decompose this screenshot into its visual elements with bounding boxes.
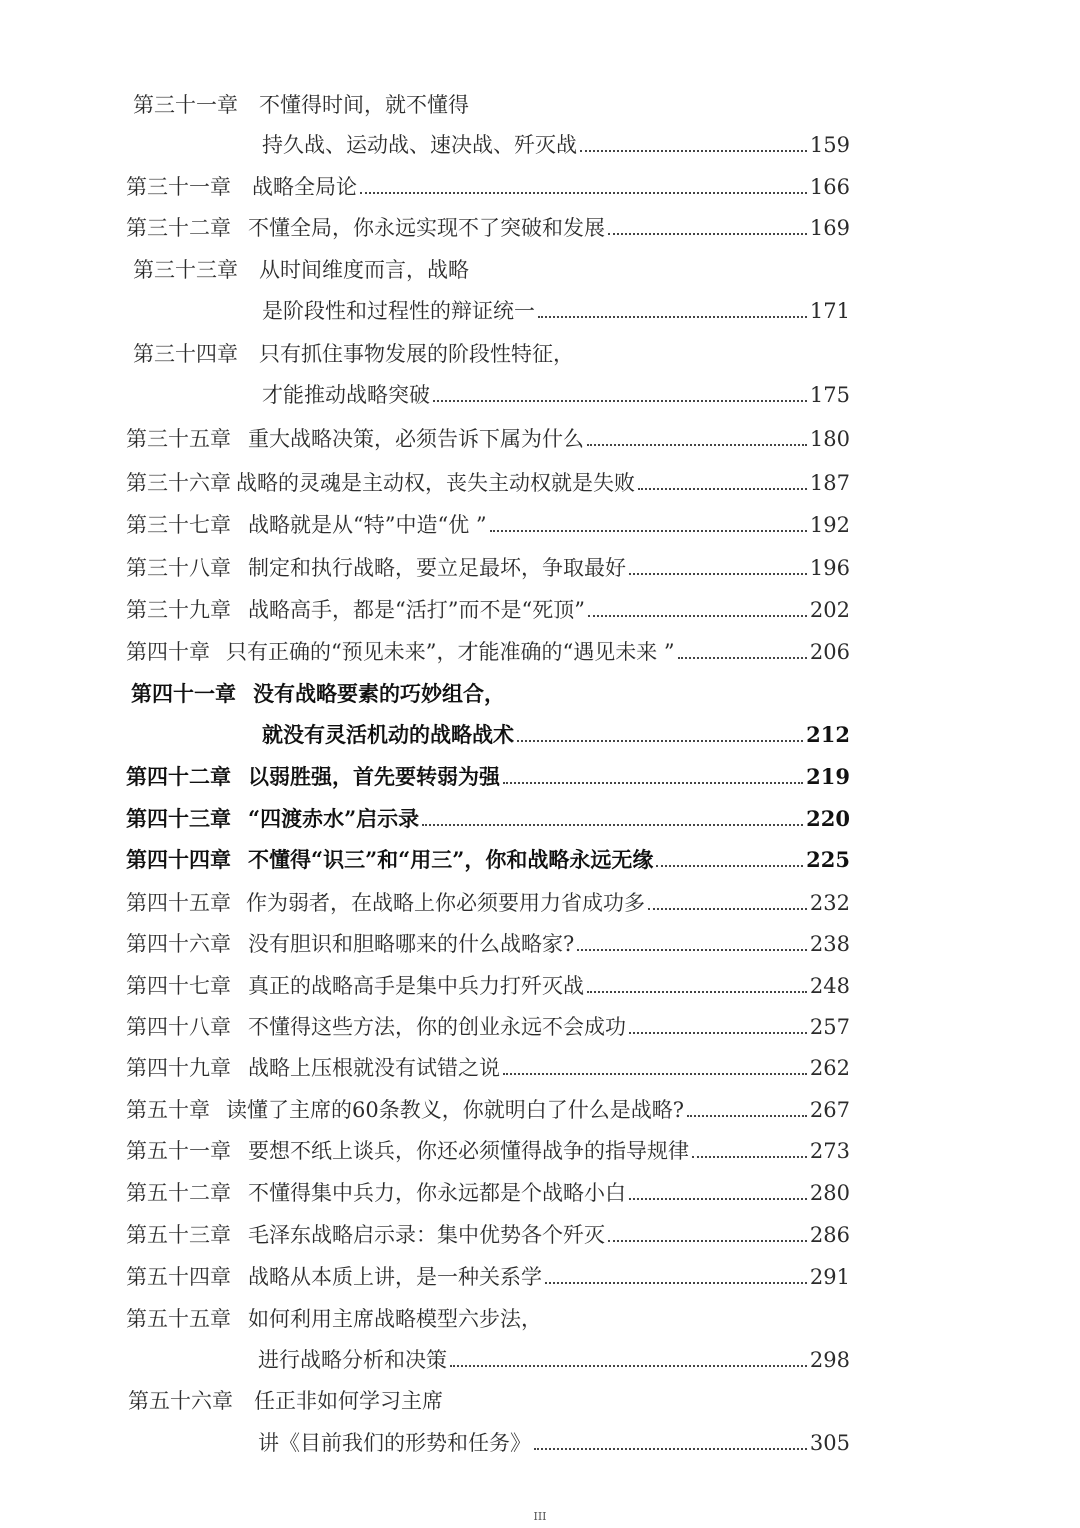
dot-leader: [587, 990, 807, 993]
dot-leader: [422, 823, 803, 826]
toc-chapter-number: 第五十章: [126, 1098, 210, 1122]
toc-chapter-title: 不懂得“识三”和“用三”，你和战略永远无缘: [248, 847, 654, 872]
dot-leader: [503, 1072, 807, 1075]
dot-leader: [648, 907, 807, 910]
toc-chapter-title: 进行战略分析和决策: [258, 1348, 447, 1372]
toc-chapter-number: 第三十五章: [126, 427, 231, 451]
toc-page-number: 291: [809, 1265, 850, 1289]
toc-chapter-number: 第四十五章: [126, 891, 231, 915]
toc-chapter-number: 第五十六章: [128, 1389, 233, 1413]
toc-chapter-number: 第三十八章: [126, 556, 231, 580]
toc-chapter-number: 第五十一章: [126, 1139, 231, 1163]
toc-entry: [126, 1051, 850, 1085]
toc-entry: [262, 378, 850, 412]
dot-leader: [692, 1155, 807, 1158]
toc-entry: [126, 1176, 850, 1210]
toc-entry: [126, 1302, 542, 1336]
dot-leader: [433, 399, 807, 402]
toc-page-number: 248: [809, 974, 850, 998]
toc-chapter-title: 战略全局论: [252, 175, 357, 199]
toc-chapter-number: 第四十七章: [126, 974, 231, 998]
toc-page-number: 298: [809, 1348, 850, 1372]
toc-entry: [126, 1134, 850, 1168]
dot-leader: [503, 781, 803, 784]
dot-leader: [360, 191, 807, 194]
toc-chapter-number: 第四十章: [126, 640, 210, 664]
toc-entry: [126, 1260, 850, 1294]
toc-chapter-number: 第三十九章: [126, 598, 231, 622]
toc-chapter-title: 任正非如何学习主席: [254, 1389, 443, 1413]
toc-chapter-title: 战略就是从“特”中造“优 ”: [248, 513, 487, 537]
toc-page-number: 273: [809, 1139, 850, 1163]
toc-chapter-title: 从时间维度而言，战略: [259, 258, 469, 282]
dot-leader: [577, 948, 807, 951]
toc-chapter-title: 是阶段性和过程性的辩证统一: [262, 299, 535, 323]
toc-chapter-title: 不懂得集中兵力，你永远都是个战略小白: [248, 1181, 626, 1205]
toc-entry: [258, 1426, 850, 1460]
toc-entry: [126, 1010, 850, 1044]
toc-chapter-title: 战略的灵魂是主动权，丧失主动权就是失败: [236, 471, 635, 495]
toc-chapter-title: 战略上压根就没有试错之说: [248, 1056, 500, 1080]
toc-page-number: 206: [809, 640, 850, 664]
toc-chapter-number: 第三十四章: [133, 342, 238, 366]
toc-chapter-number: 第三十六章: [126, 471, 231, 495]
toc-entry: [126, 508, 850, 542]
toc-chapter-number: 第三十一章: [133, 93, 238, 117]
dot-leader: [629, 1197, 807, 1200]
dot-leader: [588, 614, 807, 617]
toc-entry: [126, 1218, 850, 1252]
toc-entry: [126, 927, 850, 961]
toc-entry: [262, 128, 850, 162]
page-number: III: [533, 1510, 547, 1523]
toc-chapter-number: 第四十六章: [126, 932, 231, 956]
toc-chapter-title: 战略从本质上讲，是一种关系学: [248, 1265, 542, 1289]
dot-leader: [638, 487, 807, 490]
toc-chapter-title: 要想不纸上谈兵，你还必须懂得战争的指导规律: [248, 1139, 689, 1163]
dot-leader: [629, 572, 807, 575]
dot-leader: [608, 232, 807, 235]
toc-chapter-title: 就没有灵活机动的战略战术: [262, 722, 514, 747]
toc-page-number: 192: [809, 513, 850, 537]
toc-page-number: 219: [806, 764, 850, 789]
toc-chapter-title: 战略高手，都是“活打”而不是“死顶”: [248, 598, 585, 622]
toc-chapter-title: “四渡赤水”启示录: [248, 806, 420, 831]
toc-chapter-number: 第四十三章: [126, 806, 231, 831]
toc-page-number: 262: [809, 1056, 850, 1080]
toc-chapter-number: 第四十一章: [131, 681, 236, 706]
dot-leader: [656, 864, 803, 867]
toc-entry: [126, 422, 850, 456]
toc-entry: [133, 253, 469, 287]
toc-entry: [128, 1384, 443, 1418]
toc-chapter-title: 读懂了主席的60条教义，你就明白了什么是战略?: [226, 1098, 684, 1122]
toc-chapter-title: 不懂得时间，就不懂得: [259, 93, 469, 117]
toc-entry: [126, 170, 850, 204]
toc-chapter-title: 没有胆识和胆略哪来的什么战略家?: [248, 932, 575, 956]
toc-page-number: 196: [809, 556, 850, 580]
toc-entry: [126, 551, 850, 585]
toc-entry: [131, 677, 505, 711]
toc-chapter-title: 只有抓住事物发展的阶段性特征，: [259, 342, 574, 366]
toc-chapter-title: 重大战略决策，必须告诉下属为什么: [248, 427, 584, 451]
toc-page-number: 257: [809, 1015, 850, 1039]
dot-leader: [534, 1447, 807, 1450]
toc-page-number: 286: [809, 1223, 850, 1247]
dot-leader: [490, 529, 807, 532]
toc-chapter-title: 不懂全局，你永远实现不了突破和发展: [248, 216, 605, 240]
toc-chapter-number: 第四十九章: [126, 1056, 231, 1080]
dot-leader: [687, 1114, 807, 1117]
toc-chapter-title: 讲《目前我们的形势和任务》: [258, 1431, 531, 1455]
toc-chapter-title: 持久战、运动战、速决战、歼灭战: [262, 133, 577, 157]
toc-chapter-number: 第四十四章: [126, 847, 231, 872]
toc-chapter-number: 第三十三章: [133, 258, 238, 282]
toc-entry: [258, 1343, 850, 1377]
toc-entry: [126, 211, 850, 245]
toc-page-number: 238: [809, 932, 850, 956]
dot-leader: [450, 1364, 807, 1367]
toc-entry: [126, 635, 850, 669]
toc-chapter-number: 第四十二章: [126, 764, 231, 789]
toc-chapter-title: 如何利用主席战略模型六步法，: [248, 1307, 542, 1331]
toc-page-number: 225: [806, 847, 850, 872]
toc-page-number: 280: [809, 1181, 850, 1205]
toc-chapter-number: 第三十二章: [126, 216, 231, 240]
toc-entry: [126, 760, 850, 794]
toc-chapter-number: 第三十七章: [126, 513, 231, 537]
toc-entry: [126, 1093, 850, 1127]
toc-chapter-title: 只有正确的“预见未来”，才能准确的“遇见未来 ”: [226, 640, 675, 664]
dot-leader: [608, 1239, 807, 1242]
toc-chapter-number: 第四十八章: [126, 1015, 231, 1039]
toc-chapter-number: 第三十一章: [126, 175, 231, 199]
toc-page-number: 212: [806, 722, 850, 747]
toc-entry: [262, 718, 850, 752]
toc-entry: [262, 294, 850, 328]
toc-page-number: 166: [809, 175, 850, 199]
toc-chapter-title: 毛泽东战略启示录：集中优势各个歼灭: [248, 1223, 605, 1247]
toc-chapter-title: 才能推动战略突破: [262, 383, 430, 407]
toc-page-number: 171: [809, 299, 850, 323]
toc-entry: [126, 843, 850, 877]
toc-chapter-title: 没有战略要素的巧妙组合，: [253, 681, 505, 706]
toc-page-number: 220: [806, 806, 850, 831]
toc-page-number: 159: [809, 133, 850, 157]
toc-chapter-title: 以弱胜强，首先要转弱为强: [248, 764, 500, 789]
toc-chapter-number: 第五十五章: [126, 1307, 231, 1331]
dot-leader: [580, 149, 807, 152]
toc-page-number: 175: [809, 383, 850, 407]
dot-leader: [545, 1281, 807, 1284]
toc-page-number: 232: [809, 891, 850, 915]
toc-entry: [133, 337, 574, 371]
dot-leader: [678, 656, 807, 659]
toc-page-number: 267: [809, 1098, 850, 1122]
toc-page-number: 180: [809, 427, 850, 451]
toc-chapter-title: 真正的战略高手是集中兵力打歼灭战: [248, 974, 584, 998]
toc-page-number: 202: [809, 598, 850, 622]
dot-leader: [587, 443, 807, 446]
toc-chapter-title: 作为弱者，在战略上你必须要用力省成功多: [246, 891, 645, 915]
dot-leader: [517, 739, 803, 742]
dot-leader: [538, 315, 807, 318]
toc-entry: [133, 88, 469, 122]
toc-chapter-number: 第五十三章: [126, 1223, 231, 1247]
toc-entry: [126, 969, 850, 1003]
dot-leader: [629, 1031, 807, 1034]
toc-entry: [126, 802, 850, 836]
toc-entry: [126, 593, 850, 627]
toc-chapter-title: 制定和执行战略，要立足最坏，争取最好: [248, 556, 626, 580]
toc-chapter-number: 第五十四章: [126, 1265, 231, 1289]
toc-page-number: 305: [809, 1431, 850, 1455]
toc-page-number: 169: [809, 216, 850, 240]
toc-chapter-number: 第五十二章: [126, 1181, 231, 1205]
toc-entry: [126, 466, 850, 500]
toc-entry: [126, 886, 850, 920]
toc-chapter-title: 不懂得这些方法，你的创业永远不会成功: [248, 1015, 626, 1039]
toc-page-number: 187: [809, 471, 850, 495]
